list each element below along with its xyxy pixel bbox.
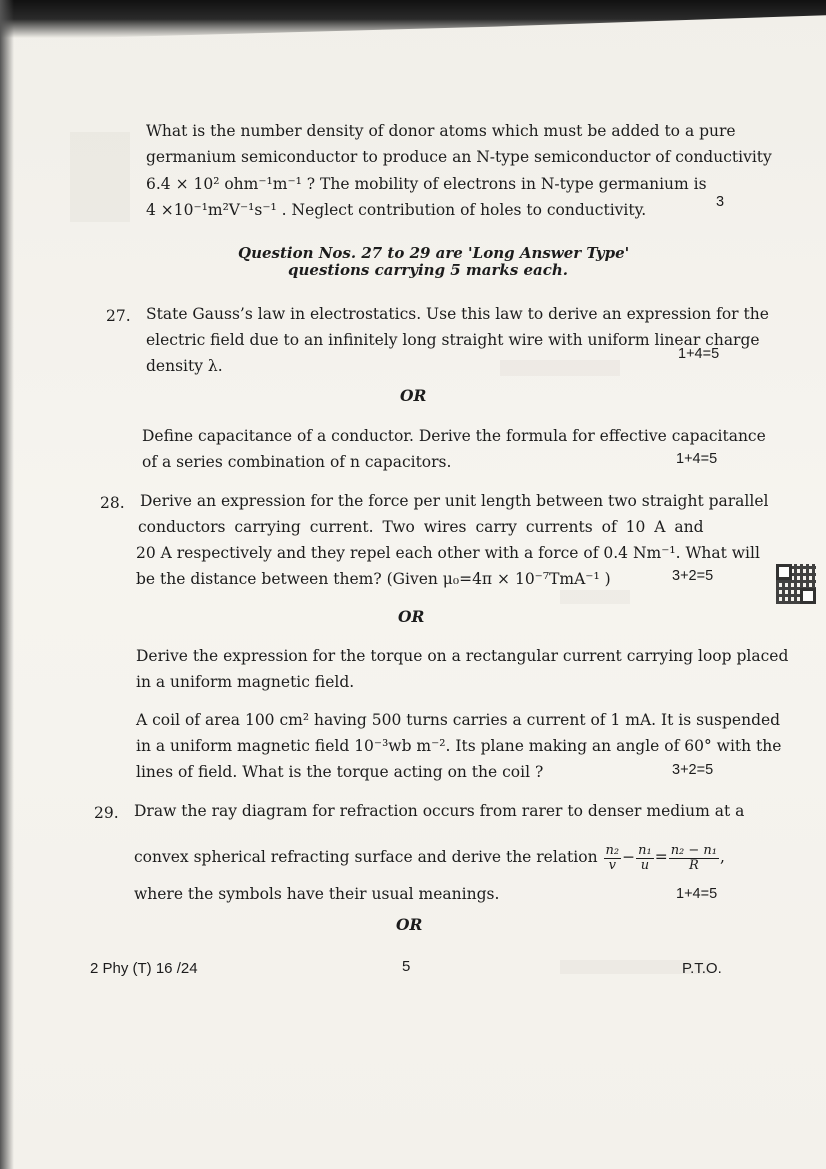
formula-f2-numerator: n₁ bbox=[638, 842, 652, 858]
page-left-shadow bbox=[0, 0, 14, 1169]
pto-label: P.T.O. bbox=[682, 960, 722, 977]
q28-alt2-line-3: lines of field. What is the torque acting on the coil ? bbox=[136, 763, 544, 781]
q29-marks: 1+4=5 bbox=[676, 886, 718, 902]
q26-line-3: 6.4 × 10² ohm⁻¹m⁻¹ ? The mobility of electrons in N-type germanium is bbox=[146, 175, 707, 193]
bleed-through-mark bbox=[70, 132, 130, 222]
q28-marks: 3+2=5 bbox=[672, 568, 714, 584]
q28-line-3: 20 A respectively and they repel each other with a force of 0.4 Nm⁻¹. What will bbox=[136, 544, 760, 562]
section-heading-line-2: questions carrying 5 marks each. bbox=[288, 261, 569, 279]
q28-number: 28. bbox=[100, 494, 125, 512]
q28-alt-line-1: Derive the expression for the torque on a rectangular current carrying loop placed bbox=[136, 647, 789, 665]
formula-f1-numerator: n₂ bbox=[605, 842, 620, 858]
q27-line-2: electric field due to an infinitely long straight wire with uniform linear charge bbox=[146, 331, 760, 349]
q26-line-4: 4 ×10⁻¹m²V⁻¹s⁻¹ . Neglect contribution of holes to conductivity. bbox=[146, 201, 647, 219]
q28-or-label: OR bbox=[398, 607, 425, 626]
q27-number: 27. bbox=[106, 307, 131, 325]
q27-line-3: density λ. bbox=[146, 357, 223, 375]
q27-alt-line-2: of a series combination of n capacitors. bbox=[142, 453, 452, 471]
q27-or-label: OR bbox=[400, 386, 427, 405]
bleed-through-mark bbox=[560, 590, 630, 604]
q26-line-1: What is the number density of donor atoms which must be added to a pure bbox=[146, 122, 736, 140]
q27-alt-line-1: Define capacitance of a conductor. Derive the formula for effective capacitance bbox=[142, 427, 766, 445]
formula-minus: − bbox=[622, 848, 636, 866]
q29-line-2: convex spherical refracting surface and derive the relation bbox=[134, 848, 598, 866]
formula-f3-numerator: n₂ − n₁ bbox=[670, 842, 718, 858]
q29-line-1: Draw the ray diagram for refraction occurs from rarer to denser medium at a bbox=[134, 802, 745, 820]
paper-code: 2 Phy (T) 16 /24 bbox=[90, 960, 198, 977]
q26-line-2: germanium semiconductor to produce an N-type semiconductor of conductivity bbox=[146, 148, 772, 166]
formula-fraction-2 bbox=[636, 844, 654, 873]
formula-comma: , bbox=[720, 848, 725, 866]
page-number: 5 bbox=[402, 958, 411, 975]
q27-line-1: State Gauss’s law in electrostatics. Use this law to derive an expression for the bbox=[146, 305, 769, 323]
q28-alt-line-2: in a uniform magnetic field. bbox=[136, 673, 355, 691]
q27-marks: 1+4=5 bbox=[678, 346, 720, 362]
bleed-through-mark bbox=[500, 360, 620, 376]
qr-code-image bbox=[776, 564, 816, 604]
q28-line-4: be the distance between them? (Given μ₀=4π × 10⁻⁷TmA⁻¹ ) bbox=[136, 570, 611, 588]
q28-line-2: conductors carrying current. Two wires carry currents of 10 A and bbox=[138, 518, 704, 536]
q29-or-label: OR bbox=[396, 915, 423, 934]
q28-alt-marks: 3+2=5 bbox=[672, 762, 714, 778]
q28-alt2-line-1: A coil of area 100 cm² having 500 turns carries a current of 1 mA. It is suspended bbox=[136, 711, 781, 729]
formula-f3-denominator: R bbox=[688, 857, 699, 873]
q27-alt-marks: 1+4=5 bbox=[676, 451, 718, 467]
q29-number: 29. bbox=[94, 804, 119, 822]
formula-f1-denominator: v bbox=[608, 857, 616, 873]
q29-line-3: where the symbols have their usual meanings. bbox=[134, 885, 500, 903]
q28-line-1: Derive an expression for the force per unit length between two straight parallel bbox=[140, 492, 769, 510]
formula-fraction-1 bbox=[604, 844, 622, 873]
formula-fraction-3 bbox=[669, 844, 719, 873]
page-top-shadow bbox=[0, 0, 826, 38]
q28-alt2-line-2: in a uniform magnetic field 10⁻³wb m⁻². Its plane making an angle of 60° with the bbox=[136, 737, 782, 755]
q26-marks: 3 bbox=[716, 194, 725, 210]
q29-line-2-row bbox=[134, 836, 725, 878]
formula-equals: = bbox=[654, 848, 668, 866]
formula-f2-denominator: u bbox=[640, 857, 650, 873]
section-heading-line-1: Question Nos. 27 to 29 are 'Long Answer Type' bbox=[238, 244, 630, 262]
